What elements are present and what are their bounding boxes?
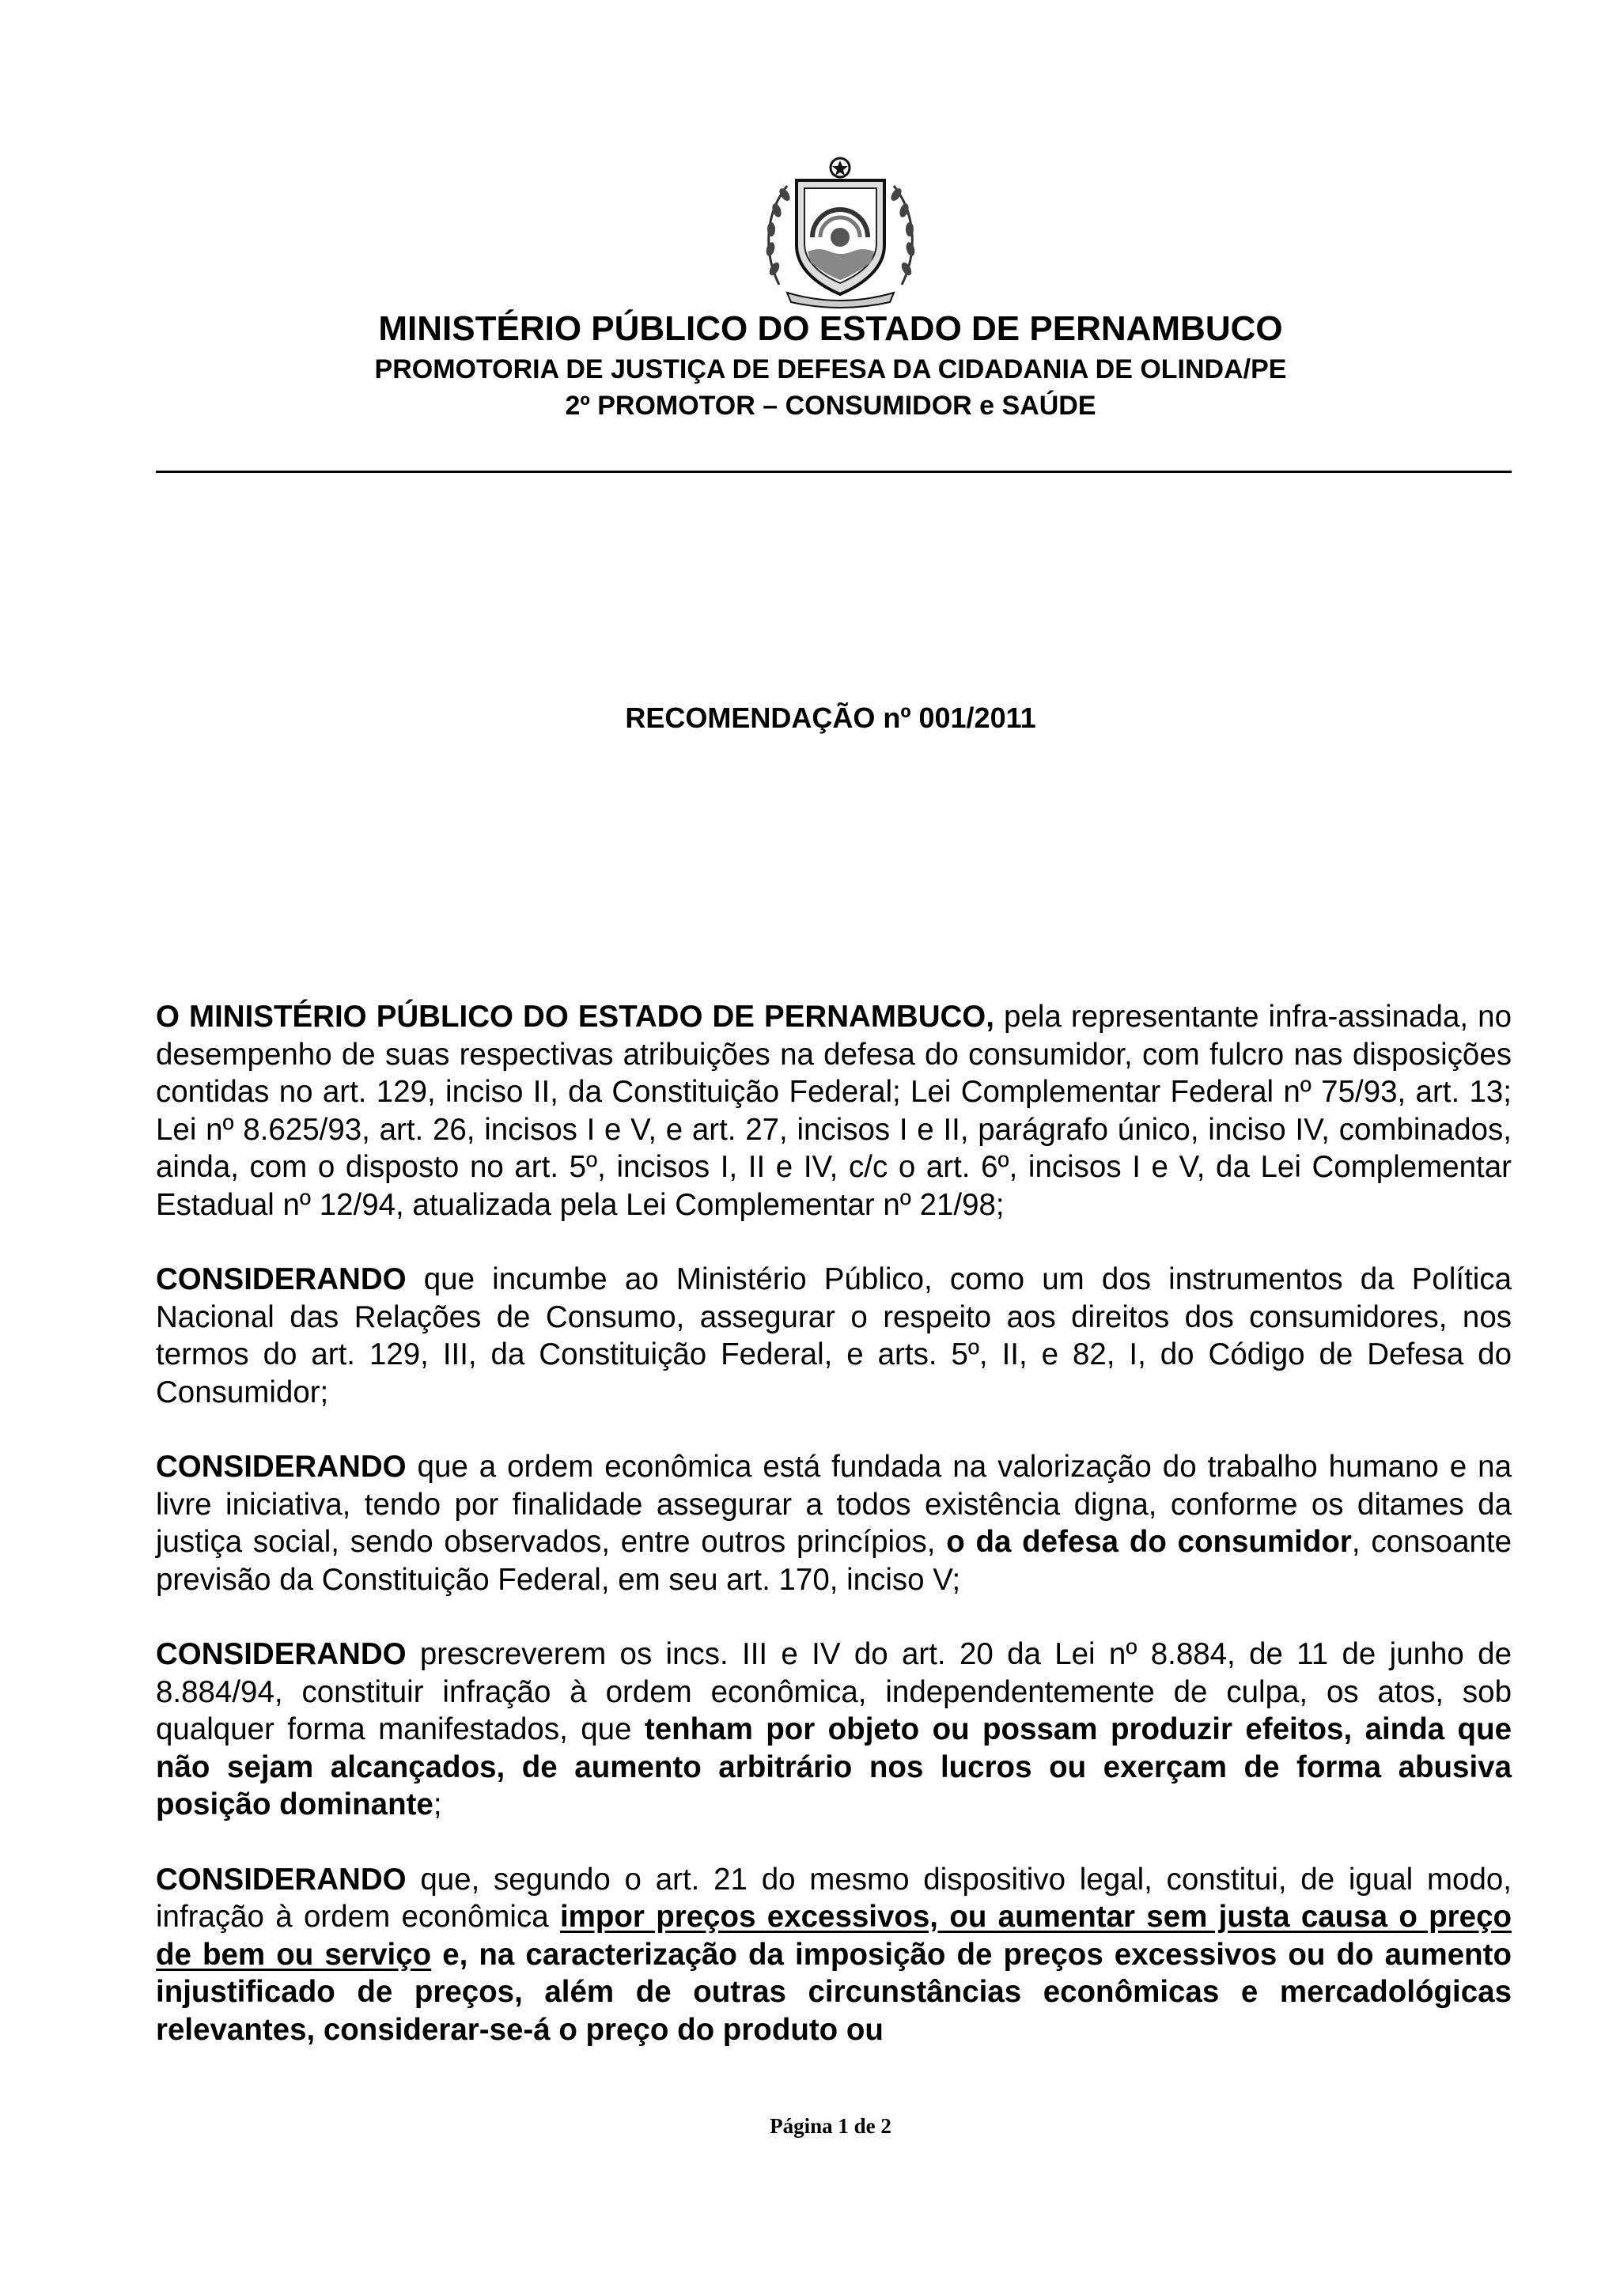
paragraph-text: ; <box>433 1787 442 1821</box>
paragraph-text: que, segundo o art. 21 do mesmo dispositivo legal, constitui, de igual modo, infração à ordem econômica <box>156 1862 1512 1934</box>
paragraph-text: , consoante previsão da Constituição Federal, em seu art. 170, inciso V; <box>156 1525 1512 1597</box>
state-coat-of-arms-icon <box>755 150 925 308</box>
paragraph-text: que a ordem econômica está fundada na valorização do trabalho humano e na livre iniciativa, tendo por finalidade assegurar a todos existência digna, conforme os ditames da justiça social, sendo observados, entre outros princípios, <box>156 1450 1512 1559</box>
paragraph-intro <box>156 998 1512 1224</box>
paragraph-considerando-1 <box>156 1261 1512 1411</box>
paragraph-emphasis: o da defesa do consumidor <box>946 1525 1352 1559</box>
document-body <box>156 998 1512 2086</box>
paragraph-text: pela representante infra-assinada, no desempenho de suas respectivas atribuições na defesa do consumidor, com fulcro nas disposições contidas no art. 129, inciso II, da Constituição Federal; Lei Complementar Federal nº 75/93, art. 13; Lei nº 8.625/93, art. 26, incisos I e V, e art. 27, incisos I e II, parágrafo único, inciso IV, combinados, ainda, com o disposto no art. 5º, incisos I, II e IV, c/c o art. 6º, incisos I e V, da Lei Complementar Estadual nº 12/94, atualizada pela Lei Complementar nº 21/98; <box>156 1000 1512 1222</box>
header-prosecutor-office: PROMOTORIA DE JUSTIÇA DE DEFESA DA CIDADANIA DE OLINDA/PE <box>374 354 1287 384</box>
header-divider <box>156 471 1512 473</box>
paragraph-lead: CONSIDERANDO <box>156 1637 407 1671</box>
header-institution-name: MINISTÉRIO PÚBLICO DO ESTADO DE PERNAMBUCO <box>378 309 1283 348</box>
paragraph-lead: O MINISTÉRIO PÚBLICO DO ESTADO DE PERNAMBUCO, <box>156 1000 994 1034</box>
paragraph-lead: CONSIDERANDO <box>156 1862 407 1897</box>
paragraph-text: que incumbe ao Ministério Público, como um dos instrumentos da Política Nacional das Relações de Consumo, assegurar o respeito aos direitos dos consumidores, nos termos do art. 129, III, da Constituição Federal, e arts. 5º, II, e 82, I, do Código de Defesa do Consumidor; <box>156 1262 1512 1409</box>
paragraph-considerando-3 <box>156 1636 1512 1824</box>
header-prosecutor-area: 2º PROMOTOR – CONSUMIDOR e SAÚDE <box>565 391 1096 421</box>
page-number: Página 1 de 2 <box>770 2114 891 2138</box>
paragraph-lead: CONSIDERANDO <box>156 1262 407 1296</box>
paragraph-underlined-emphasis: impor preços excessivos, ou aumentar sem justa causa o preço de bem ou serviço <box>156 1900 1512 1972</box>
recommendation-title: RECOMENDAÇÃO nº 001/2011 <box>625 702 1036 734</box>
paragraph-emphasis: tenham por objeto ou possam produzir efeitos, ainda que não sejam alcançados, de aumento arbitrário nos lucros ou exerçam de forma abusiva posição dominante <box>156 1712 1512 1821</box>
paragraph-considerando-2 <box>156 1448 1512 1598</box>
paragraph-considerando-4 <box>156 1861 1512 2049</box>
paragraph-text: prescreverem os incs. III e IV do art. 20 da Lei nº 8.884, de 11 de junho de 8.884/94, constituir infração à ordem econômica, independentemente de culpa, os atos, sob qualquer forma manifestados, que <box>156 1637 1512 1746</box>
paragraph-emphasis: e, na caracterização da imposição de preços excessivos ou do aumento injustificado de preços, além de outras circunstâncias econômicas e mercadológicas relevantes, considerar-se-á o preço do produto ou <box>156 1937 1512 2047</box>
paragraph-lead: CONSIDERANDO <box>156 1450 407 1484</box>
